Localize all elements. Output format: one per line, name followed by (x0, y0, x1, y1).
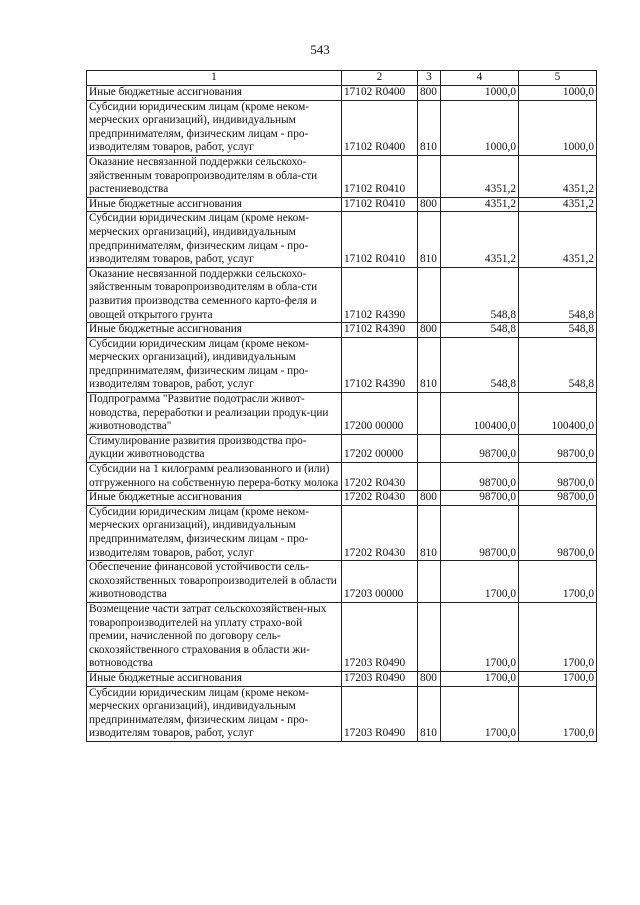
row-code: 17102 R0410 (342, 197, 418, 212)
row-amount-col4: 548,8 (441, 337, 519, 392)
row-expense-type: 810 (418, 337, 441, 392)
row-amount-col5: 1000,0 (519, 86, 597, 101)
row-expense-type: 800 (418, 671, 441, 686)
row-code: 17202 R0430 (342, 505, 418, 560)
row-amount-col4: 98700,0 (441, 434, 519, 462)
row-amount-col5: 548,8 (519, 267, 597, 322)
header-row (87, 71, 597, 86)
row-name: Возмещение части затрат сельскохозяйствен-ных товаропроизводителей на уплату страхо-вой премии, начисленной по договору сель-скохозяйственного страхования в области жи-вотноводства (87, 602, 342, 671)
row-amount-col5: 548,8 (519, 337, 597, 392)
row-name: Субсидии юридическим лицам (кроме неком-мерческих организаций), индивидуальным предпринимателям, физическим лицам - про-изводителям товаров, работ, услуг (87, 100, 342, 155)
row-code: 17102 R4390 (342, 323, 418, 338)
row-expense-type: 800 (418, 86, 441, 101)
row-name: Оказание несвязанной поддержки сельскохо-зяйственным товаропроизводителям в обла-сти растениеводства (87, 155, 342, 197)
row-name: Субсидии юридическим лицам (кроме неком-мерческих организаций), индивидуальным предпринимателям, физическим лицам - про-изводителям товаров, работ, услуг (87, 337, 342, 392)
column-header-5: 5 (519, 71, 597, 86)
table-row (87, 491, 597, 506)
row-amount-col4: 1700,0 (441, 671, 519, 686)
row-expense-type: 810 (418, 686, 441, 741)
row-amount-col5: 98700,0 (519, 434, 597, 462)
row-amount-col5: 548,8 (519, 323, 597, 338)
row-name: Подпрограмма "Развитие подотрасли живот-новодства, переработки и реализации продук-ции животноводства" (87, 393, 342, 435)
row-amount-col5: 98700,0 (519, 463, 597, 491)
table-row (87, 686, 597, 741)
row-amount-col5: 1700,0 (519, 671, 597, 686)
row-code: 17203 R0490 (342, 686, 418, 741)
row-amount-col5: 1700,0 (519, 602, 597, 671)
row-amount-col4: 548,8 (441, 267, 519, 322)
row-code: 17102 R0410 (342, 212, 418, 267)
row-expense-type (418, 561, 441, 603)
row-code: 17102 R4390 (342, 267, 418, 322)
row-name: Стимулирование развития производства про-дукции животноводства (87, 434, 342, 462)
row-amount-col4: 548,8 (441, 323, 519, 338)
table-row (87, 212, 597, 267)
row-name: Иные бюджетные ассигнования (87, 197, 342, 212)
row-amount-col4: 4351,2 (441, 197, 519, 212)
row-name: Иные бюджетные ассигнования (87, 671, 342, 686)
row-code: 17203 R0490 (342, 671, 418, 686)
column-header-1: 1 (87, 71, 342, 86)
row-name: Субсидии на 1 килограмм реализованного и (или) отгруженного на собственную перера-ботку молока (87, 463, 342, 491)
row-amount-col5: 1000,0 (519, 100, 597, 155)
row-amount-col4: 98700,0 (441, 463, 519, 491)
row-code: 17203 R0490 (342, 602, 418, 671)
row-expense-type (418, 434, 441, 462)
row-amount-col4: 4351,2 (441, 155, 519, 197)
table-row (87, 267, 597, 322)
row-amount-col4: 98700,0 (441, 491, 519, 506)
row-expense-type: 810 (418, 505, 441, 560)
row-amount-col4: 100400,0 (441, 393, 519, 435)
row-amount-col5: 100400,0 (519, 393, 597, 435)
row-code: 17203 00000 (342, 561, 418, 603)
row-amount-col4: 1700,0 (441, 561, 519, 603)
row-name: Оказание несвязанной поддержки сельскохо-зяйственным товаропроизводителям в обла-сти развития производства семенного карто-феля и овощей открытого грунта (87, 267, 342, 322)
table-row (87, 86, 597, 101)
row-expense-type: 800 (418, 197, 441, 212)
row-code: 17200 00000 (342, 393, 418, 435)
row-amount-col5: 1700,0 (519, 686, 597, 741)
row-code: 17102 R4390 (342, 337, 418, 392)
row-expense-type: 800 (418, 323, 441, 338)
table-row (87, 155, 597, 197)
row-amount-col5: 4351,2 (519, 212, 597, 267)
row-name: Субсидии юридическим лицам (кроме неком-мерческих организаций), индивидуальным предпринимателям, физическим лицам - про-изводителям товаров, работ, услуг (87, 505, 342, 560)
table-row (87, 505, 597, 560)
row-expense-type (418, 155, 441, 197)
row-amount-col5: 4351,2 (519, 155, 597, 197)
page-number: 543 (310, 42, 330, 57)
row-code: 17102 R0410 (342, 155, 418, 197)
row-amount-col4: 98700,0 (441, 505, 519, 560)
row-code: 17202 R0430 (342, 491, 418, 506)
row-code: 17102 R0400 (342, 100, 418, 155)
row-amount-col4: 1700,0 (441, 686, 519, 741)
row-name: Иные бюджетные ассигнования (87, 86, 342, 101)
table-row (87, 337, 597, 392)
row-name: Иные бюджетные ассигнования (87, 491, 342, 506)
column-header-2: 2 (342, 71, 418, 86)
table-row (87, 393, 597, 435)
row-amount-col5: 1700,0 (519, 561, 597, 603)
row-code: 17202 00000 (342, 434, 418, 462)
table-body (87, 86, 597, 742)
row-code: 17102 R0400 (342, 86, 418, 101)
row-expense-type (418, 267, 441, 322)
table-row (87, 434, 597, 462)
row-expense-type (418, 602, 441, 671)
row-amount-col4: 4351,2 (441, 212, 519, 267)
row-name: Иные бюджетные ассигнования (87, 323, 342, 338)
row-amount-col4: 1000,0 (441, 100, 519, 155)
table-row (87, 197, 597, 212)
row-expense-type (418, 393, 441, 435)
table-row (87, 463, 597, 491)
row-amount-col5: 4351,2 (519, 197, 597, 212)
table-row (87, 100, 597, 155)
table-row (87, 671, 597, 686)
row-expense-type: 800 (418, 491, 441, 506)
row-name: Субсидии юридическим лицам (кроме неком-мерческих организаций), индивидуальным предпринимателям, физическим лицам - про-изводителям товаров, работ, услуг (87, 686, 342, 741)
row-expense-type (418, 463, 441, 491)
budget-table (86, 70, 597, 742)
row-expense-type: 810 (418, 100, 441, 155)
row-name: Субсидии юридическим лицам (кроме неком-мерческих организаций), индивидуальным предпринимателям, физическим лицам - про-изводителям товаров, работ, услуг (87, 212, 342, 267)
row-amount-col5: 98700,0 (519, 505, 597, 560)
row-amount-col4: 1000,0 (441, 86, 519, 101)
column-header-3: 3 (418, 71, 441, 86)
row-name: Обеспечение финансовой устойчивости сель-скохозяйственных товаропроизводителей в области животноводства (87, 561, 342, 603)
table-row (87, 323, 597, 338)
row-expense-type: 810 (418, 212, 441, 267)
table-row (87, 602, 597, 671)
row-amount-col4: 1700,0 (441, 602, 519, 671)
row-amount-col5: 98700,0 (519, 491, 597, 506)
table-row (87, 561, 597, 603)
column-header-4: 4 (441, 71, 519, 86)
row-code: 17202 R0430 (342, 463, 418, 491)
